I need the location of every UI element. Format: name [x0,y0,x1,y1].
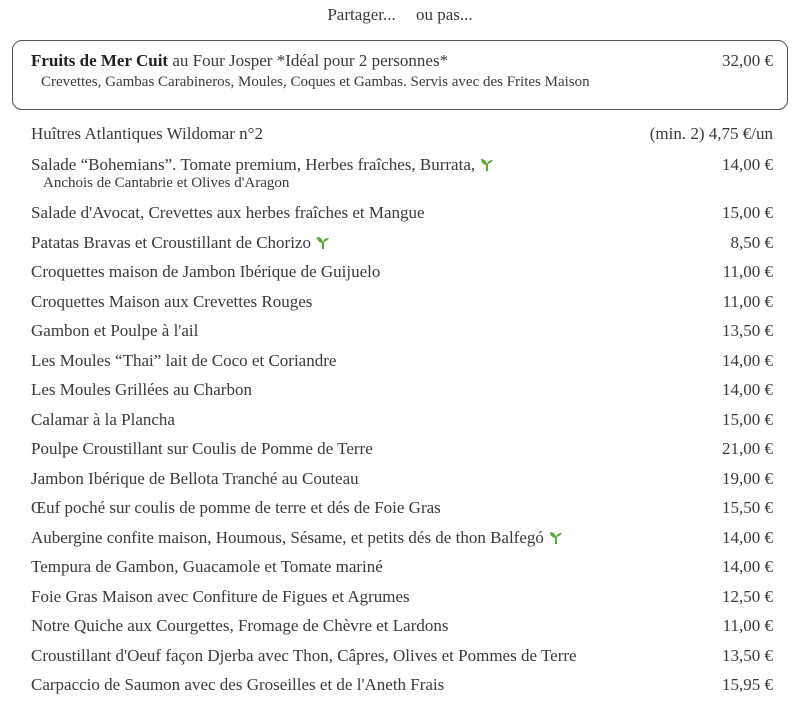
featured-item-bold: Fruits de Mer Cuit [31,51,169,70]
menu-item-price: 21,00 € [722,439,773,458]
menu-item-name-text: Tempura de Gambon, Guacamole et Tomate mariné [31,557,383,576]
menu-item [31,124,773,148]
menu-item-name [31,675,444,695]
menu-item-name-text: Œuf poché sur coulis de pomme de terre et dés de Foie Gras [31,498,441,517]
menu-item-name-text: Notre Quiche aux Courgettes, Fromage de Chèvre et Lardons [31,616,449,635]
menu-item [31,646,773,670]
menu-item-price: 14,00 € [722,557,773,576]
menu-item-price: 8,50 € [730,232,773,252]
menu-item-name [31,498,441,518]
menu-item-name [31,528,564,548]
menu-item [31,469,773,493]
menu-item-description: Anchois de Cantabrie et Olives d'Aragon [43,175,290,191]
menu-item [31,439,773,463]
menu-item [31,616,773,640]
menu-item-price: 14,00 € [722,527,773,547]
menu-item-name [31,351,336,371]
menu-item-name-text: Foie Gras Maison avec Confiture de Figues et Agrumes [31,586,410,606]
menu-item-name [31,646,577,666]
menu-item-name [31,587,410,607]
menu-item [31,498,773,522]
menu-item-name [31,124,263,144]
menu-item-name [31,557,383,577]
menu-item-price: 14,00 € [722,380,773,399]
menu-item-name [31,233,331,253]
menu-item-name-text: Salade d'Avocat, Crevettes aux herbes fraîches et Mangue [31,203,425,222]
menu-item-price: 15,00 € [722,203,773,222]
menu-item-price: 15,95 € [722,675,773,694]
menu-item [31,675,773,699]
menu-item-price: 14,00 € [722,155,773,174]
vegetarian-leaf-icon [548,529,564,545]
menu-item-name-text: Salade “Bohemians”. Tomate premium, Herbes fraîches, Burrata, [31,155,476,174]
menu-item-name-text: Les Moules Grillées au Charbon [31,380,252,399]
menu-item [31,262,773,286]
menu-item-name-text: Croquettes Maison aux Crevettes Rouges [31,291,313,311]
menu-item-name [31,410,175,430]
menu-item [31,233,773,257]
menu-item [31,410,773,434]
menu-item-name [31,616,448,636]
menu-item-name [31,292,312,312]
menu-item-name-text: Aubergine confite maison, Houmous, Sésame, et petits dés de thon Balfegó [31,527,544,547]
featured-item-description: Crevettes, Gambas Carabineros, Moules, Coques et Gambas. Servis avec des Frites Maison [41,74,590,90]
menu-item-name-text: Huîtres Atlantiques Wildomar n°2 [31,124,263,143]
menu-section-title [0,5,800,25]
menu-item-price: (min. 2) 4,75 €/un [649,124,773,143]
menu-item-name-text: Patatas Bravas et Croustillant de Chorizo [31,232,311,252]
menu-item-name [31,439,373,459]
menu-item-price: 13,50 € [722,321,773,340]
menu-item-price: 19,00 € [722,468,773,488]
menu-item-name-text: Carpaccio de Saumon avec des Groseilles et de l'Aneth Frais [31,675,445,694]
vegetarian-leaf-icon [479,156,495,172]
menu-item [31,351,773,375]
menu-item-name-text: Croustillant d'Oeuf façon Djerba avec Thon, Câpres, Olives et Pommes de Terre [31,645,577,665]
menu-item-price: 11,00 € [722,262,773,281]
menu-item-name [31,203,425,223]
menu-item-price: 11,00 € [722,291,773,311]
featured-item-box [12,40,788,110]
menu-item [31,155,773,191]
menu-item [31,587,773,611]
menu-item-name [31,469,359,489]
menu-item-name [31,380,252,400]
menu-item-price: 13,50 € [722,645,773,665]
menu-item [31,557,773,581]
menu-item-name-text: Jambon Ibérique de Bellota Tranché au Couteau [31,468,359,488]
menu-item-price: 15,50 € [722,498,773,517]
menu-item [31,321,773,345]
menu-item-name-text: Poulpe Croustillant sur Coulis de Pomme de Terre [31,439,373,458]
menu-item [31,292,773,316]
menu-item-name [31,155,495,175]
menu-item [31,203,773,227]
menu-item-name-text: Gambon et Poulpe à l'ail [31,321,199,340]
featured-item-rest: au Four Josper *Idéal pour 2 personnes* [168,51,449,70]
title-part-2: ou pas... [416,5,473,24]
menu-item-name [31,262,380,282]
vegetarian-leaf-icon [315,234,331,250]
menu-item-price: 14,00 € [722,350,773,370]
menu-item-name-text: Calamar à la Plancha [31,409,175,429]
menu-item-price: 15,00 € [722,409,773,429]
menu-item-price: 12,50 € [722,586,773,606]
menu-item-name-text: Croquettes maison de Jambon Ibérique de Guijuelo [31,262,381,281]
menu-item [31,528,773,552]
menu-item [31,380,773,404]
title-part-1: Partager... [327,5,396,24]
menu-item-name-text: Les Moules “Thai” lait de Coco et Coriandre [31,350,337,370]
featured-item-name [31,51,448,71]
menu-item-name [31,321,198,341]
featured-item-price: 32,00 € [722,51,773,70]
menu-item-price: 11,00 € [722,616,773,635]
